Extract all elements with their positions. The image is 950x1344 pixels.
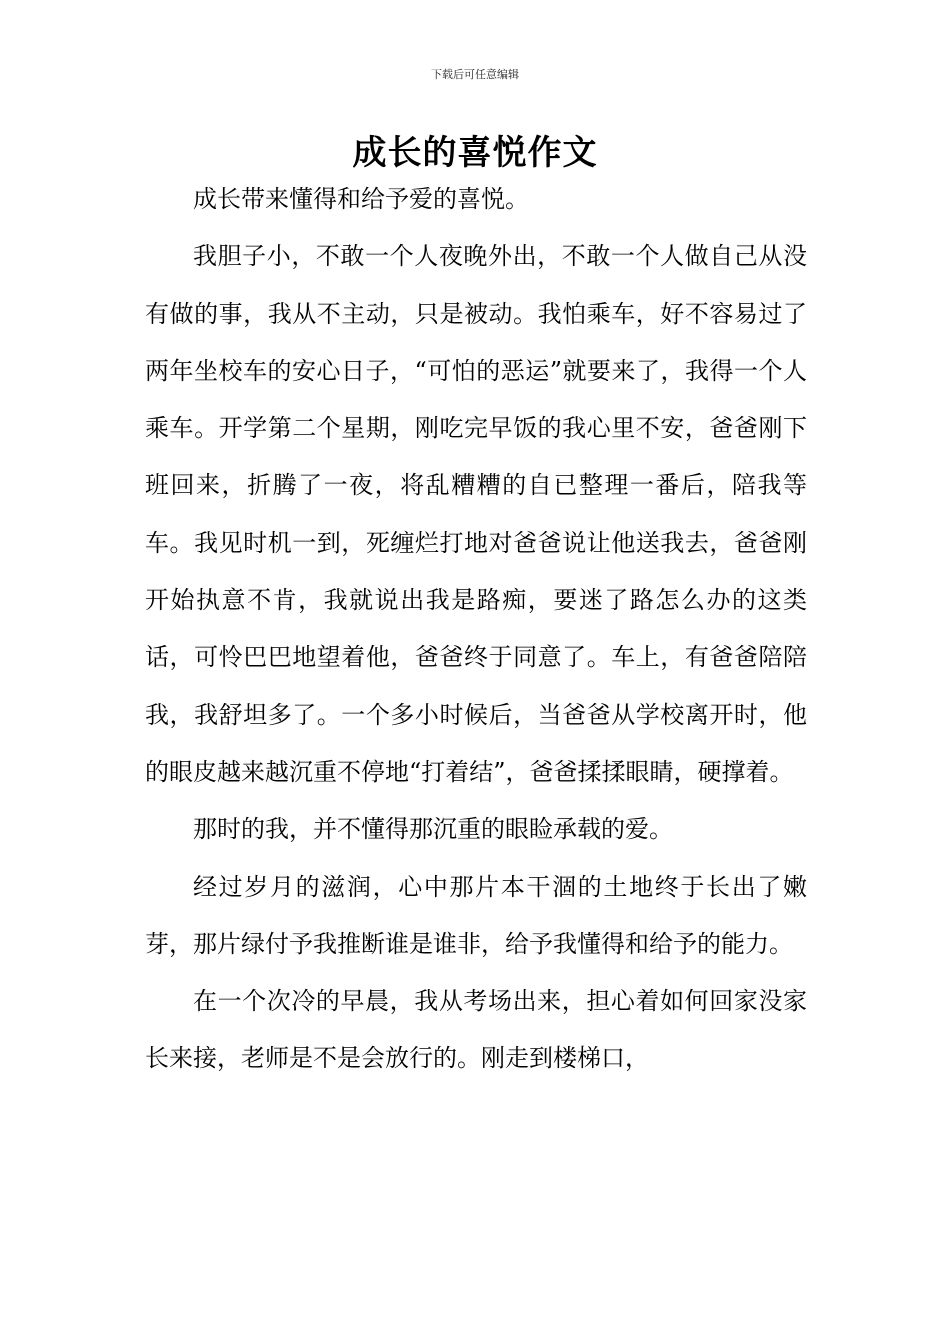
paragraph: 经过岁月的滋润，心中那片本干涸的土地终于长出了嫩芽，那片绿付予我推断谁是谁非，给予我懂得和给予的能力。 [145, 872, 807, 958]
paragraph: 我胆子小，不敢一个人夜晚外出，不敢一个人做自己从没有做的事，我从不主动，只是被动。我怕乘车，好不容易过了两年坐校车的安心日子，“可怕的恶运”就要来了，我得一个人乘车。开学第二个星期，刚吃完早饭的我心里不安，爸爸刚下班回来，折腾了一夜，将乱糟糟的自已整理一番后，陪我等车。我见时机一到，死缠烂打地对爸爸说让他送我去，爸爸刚开始执意不肯，我就说出我是路痴，要迷了路怎么办的这类话，可怜巴巴地望着他，爸爸终于同意了。车上，有爸爸陪陪我，我舒坦多了。一个多小时候后，当爸爸从学校离开时，他的眼皮越来越沉重不停地“打着结”，爸爸揉揉眼睛，硬撑着。 [145, 242, 807, 786]
paragraph: 成长带来懂得和给予爱的喜悦。 [193, 185, 529, 213]
document-title: 成长的喜悦作文 [352, 133, 598, 173]
page-header-note: 下载后可任意编辑 [431, 68, 519, 81]
paragraph: 那时的我，并不懂得那沉重的眼睑承载的爱。 [193, 815, 673, 844]
document-body [145, 171, 807, 1088]
paragraph: 在一个次冷的早晨，我从考场出来，担心着如何回家没家长来接，老师是不是会放行的。刚走到楼梯口， [145, 987, 807, 1073]
